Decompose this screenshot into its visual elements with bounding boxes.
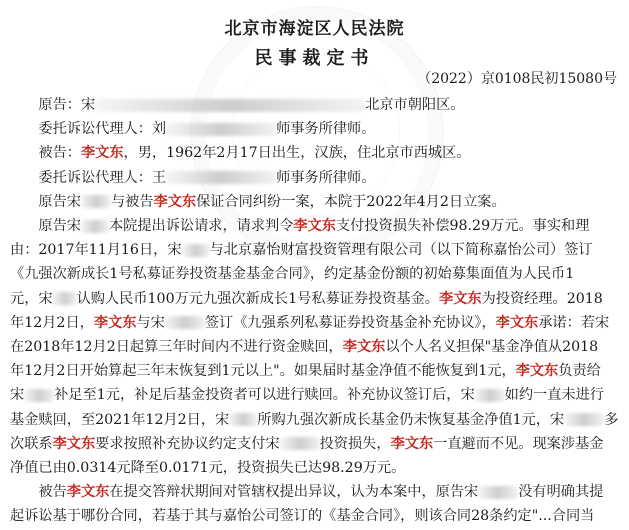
- line-text: 净值已由0.0314元降至0.0171元，投资损失已达98.29万元。: [10, 460, 406, 476]
- line-text: 起诉讼基于哪份合同，若基于其与嘉怡公司签订的《基金合同》，则该合同28条约定"...合同当: [10, 508, 595, 525]
- text-line: [10, 409, 622, 429]
- text-line: [10, 312, 622, 332]
- line-text: 原告：宋: [10, 97, 96, 113]
- text-line: [10, 457, 622, 477]
- text-line: [10, 336, 622, 356]
- line-text: 保证合同纠纷一案，本院于2022年4月2日立案。: [196, 193, 506, 210]
- line-text: 为投资经理。2018: [481, 290, 603, 307]
- line-text: 支付投资损失补偿98.29万元。事实和理: [335, 218, 590, 234]
- highlighted-name: 李文东: [153, 193, 197, 210]
- highlighted-name: 李文东: [495, 314, 539, 331]
- redacted-text: [229, 413, 257, 426]
- document-type-title: 民事裁定书: [254, 48, 375, 69]
- line-text: 委托诉讼代理人：刘: [10, 121, 167, 138]
- redacted-text: [182, 244, 210, 257]
- line-text: 年12月2日开始算起三年末恢复到1元以上"。如果届时基金净值不能恢复到1元，: [10, 363, 516, 380]
- redacted-text: [81, 195, 111, 208]
- line-text: ，男，1962年2月17日出生，汉族，住北京市西城区。: [123, 145, 471, 162]
- highlighted-name: 李文东: [342, 339, 386, 355]
- redacted-text: [81, 220, 109, 233]
- line-text: 元，宋: [10, 290, 53, 307]
- line-text: 如约一直未进行: [504, 387, 604, 404]
- redacted-text: [166, 171, 276, 184]
- line-text: 在提交答辩状期间对管辖权提出异议，认为本案中，原告宋: [109, 484, 479, 501]
- text-line: [10, 288, 622, 308]
- line-text: 认购人民币100万元九强次新成长1号私募证券投资基金。: [76, 290, 439, 307]
- line-text: 被告: [10, 484, 67, 501]
- line-text: 师事务所律师。: [276, 121, 376, 138]
- highlighted-name: 李文东: [390, 435, 434, 452]
- highlighted-name: 李文东: [93, 314, 137, 331]
- text-line: [10, 142, 622, 162]
- redacted-text: [95, 99, 365, 112]
- line-text: 要求按照补充协议约定支付宋: [95, 435, 280, 452]
- line-text: 在2018年12月2日起算三年时间内不进行资金赎回，: [10, 339, 343, 355]
- line-text: 《九强次新成长1号私募证券投资基金基金合同》，约定基金份额的初始募集面值为人民币1: [10, 266, 575, 283]
- highlighted-name: 李文东: [439, 290, 482, 307]
- line-text: 投资损失，: [319, 435, 391, 452]
- line-text: 师事务所律师。: [276, 169, 376, 186]
- highlighted-name: 李文东: [515, 363, 559, 380]
- text-line: [10, 505, 622, 525]
- line-text: 承诺：若宋: [538, 314, 610, 331]
- line-text: 与北京嘉怡财富投资管理有限公司（以下简称嘉怡公司）签订: [209, 242, 593, 259]
- redacted-text: [564, 413, 604, 426]
- court-name: 北京市海淀区人民法院: [224, 19, 405, 39]
- line-text: 签订《九强系列私募证券投资基金补充协议》，: [204, 314, 496, 331]
- redacted-text: [24, 389, 54, 402]
- line-text: 由：2017年11月16日，宋: [10, 242, 182, 259]
- line-text: 与被告: [110, 193, 154, 210]
- case-number: （2022）京0108民初15080号: [417, 71, 617, 87]
- line-text: 所购九强次新成长基金仍未恢复基金净值1元，宋: [257, 411, 565, 428]
- line-text: 一直避而不见。现案涉基金: [433, 435, 604, 452]
- line-text: 多: [604, 411, 619, 428]
- redacted-text: [53, 292, 77, 305]
- line-text: 年12月2日，: [10, 314, 94, 331]
- line-text: 本院提出诉讼请求，请求判令: [108, 218, 294, 234]
- line-text: 没有明确其提: [518, 484, 604, 501]
- text-line: [10, 481, 622, 501]
- line-text: 以个人名义担保"基金净值从2018: [385, 339, 599, 355]
- text-line: [10, 167, 622, 187]
- text-line: [10, 263, 622, 283]
- line-text: 基金赎回，至2021年12月2日，宋: [10, 411, 230, 428]
- line-text: 北京市朝阳区。: [365, 97, 465, 113]
- text-line: [10, 433, 622, 453]
- redacted-text: [475, 389, 505, 402]
- text-line: [10, 118, 622, 138]
- text-line: [10, 360, 622, 380]
- text-line: [10, 215, 622, 235]
- text-line: [10, 384, 622, 404]
- line-text: 被告：: [10, 145, 81, 162]
- text-line: [10, 239, 622, 259]
- line-text: 次联系: [10, 435, 53, 452]
- text-line: [10, 191, 622, 211]
- highlighted-name: 李文东: [52, 435, 96, 452]
- line-text: 宋: [10, 387, 25, 404]
- highlighted-name: 李文东: [80, 145, 124, 162]
- highlighted-name: 李文东: [66, 484, 110, 501]
- line-text: 负责给: [558, 363, 601, 380]
- text-line: [10, 94, 622, 114]
- line-text: 与宋: [136, 314, 165, 331]
- redacted-text: [165, 316, 205, 329]
- line-text: 补足至1元，补足后基金投资者可以进行赎回。补充协议签订后，宋: [54, 387, 475, 404]
- line-text: 原告宋: [10, 218, 81, 234]
- redacted-text: [166, 123, 276, 136]
- redacted-text: [478, 486, 518, 499]
- line-text: 委托诉讼代理人：王: [10, 169, 167, 186]
- redacted-text: [280, 437, 320, 450]
- line-text: 原告宋: [10, 193, 81, 210]
- highlighted-name: 李文东: [293, 218, 336, 234]
